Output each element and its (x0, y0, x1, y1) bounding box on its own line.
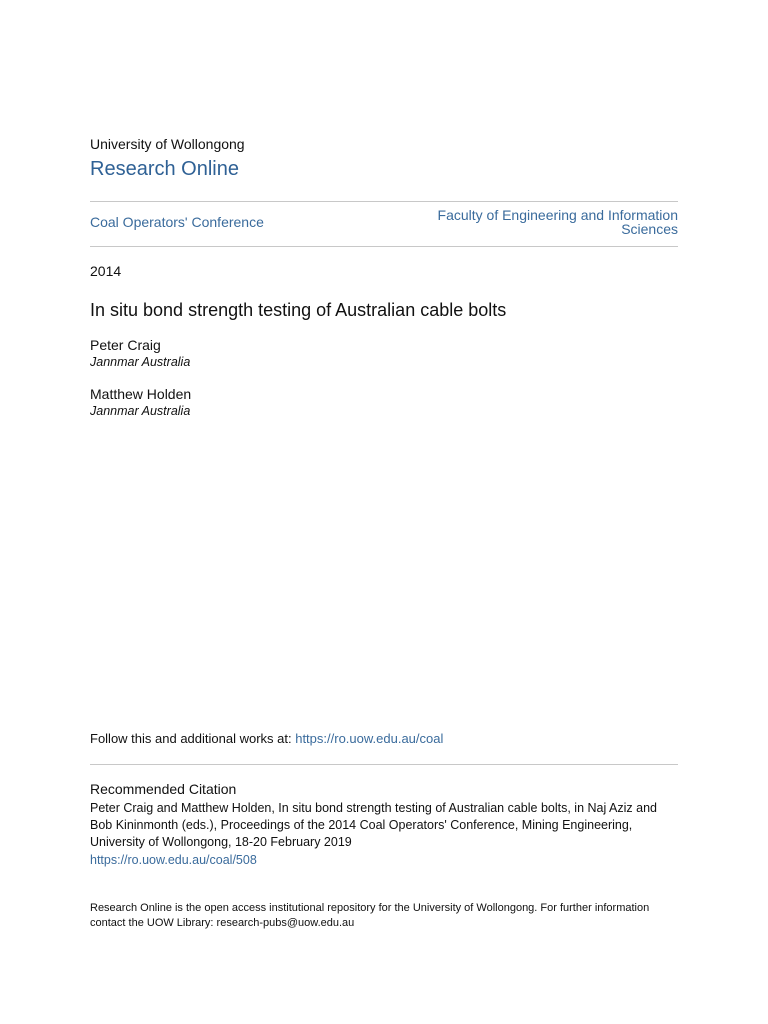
author-block (90, 337, 190, 370)
author-block (90, 386, 191, 419)
citation-url-link[interactable]: https://ro.uow.edu.au/coal/508 (90, 853, 257, 867)
author-affiliation: Jannmar Australia (90, 404, 191, 418)
footer-notice (90, 901, 678, 931)
footer-line: Research Online is the open access institutional repository for the University of Wollongong. For further information (90, 902, 650, 914)
cover-page (90, 0, 678, 1024)
divider-bottom (90, 764, 678, 765)
faculty-link-line2: Sciences (621, 221, 678, 237)
publication-year: 2014 (90, 263, 122, 279)
citation-line: Peter Craig and Matthew Holden, In situ bond strength testing of Australian cable bolts, in Naj Aziz and (90, 801, 657, 815)
citation-heading: Recommended Citation (90, 781, 237, 797)
follow-text: Follow this and additional works at: (90, 731, 296, 746)
divider-middle (90, 246, 678, 247)
follow-url-link[interactable]: https://ro.uow.edu.au/coal (295, 731, 444, 746)
follow-works (90, 730, 443, 747)
author-name: Peter Craig (90, 337, 161, 353)
institution-name: University of Wollongong (90, 136, 245, 152)
citation-text (90, 800, 678, 851)
faculty-link-line1: Faculty of Engineering and Information (437, 207, 678, 223)
paper-title: In situ bond strength testing of Australian cable bolts (90, 300, 507, 320)
author-affiliation: Jannmar Australia (90, 355, 191, 369)
citation-line: University of Wollongong, 18-20 February 2019 (90, 835, 352, 849)
author-name: Matthew Holden (90, 386, 192, 402)
divider-top (90, 201, 678, 202)
faculty-link[interactable] (398, 208, 678, 236)
citation-line: Bob Kininmonth (eds.), Proceedings of the 2014 Coal Operators' Conference, Mining Engineering, (90, 818, 633, 832)
repository-title-link[interactable]: Research Online (90, 158, 239, 180)
footer-line: contact the UOW Library: research-pubs@uow.edu.au (90, 917, 355, 929)
series-link[interactable]: Coal Operators' Conference (90, 214, 264, 230)
